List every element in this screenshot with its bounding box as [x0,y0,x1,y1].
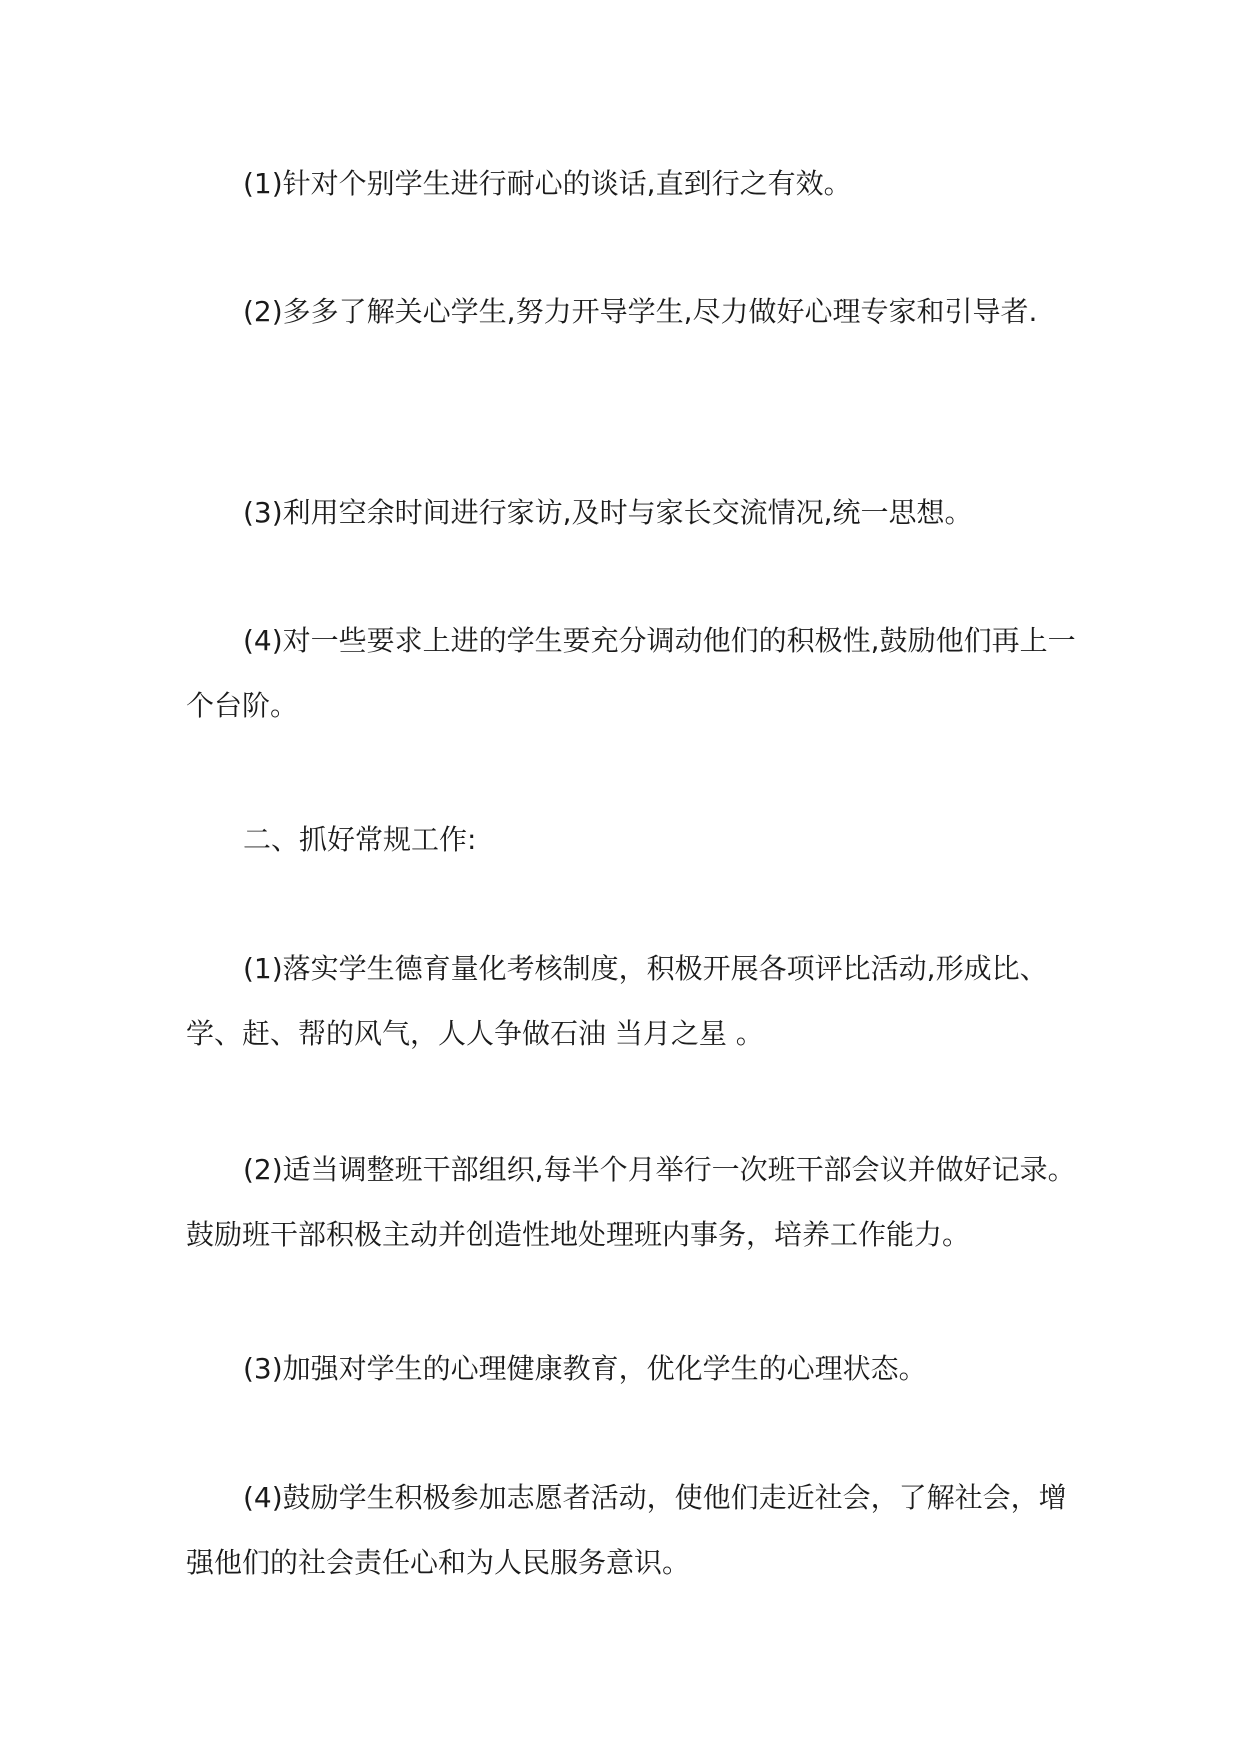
section-heading: 二、抓好常规工作: [243,823,477,856]
paragraph-9: (4)鼓励学生积极参加志愿者活动，使他们走近社会，了解社会，增强他们的社会责任心和为人民服务意识。 [186,1481,1067,1579]
paragraph-6: (1)落实学生德育量化考核制度，积极开展各项评比活动,形成比、学、赶、帮的风气，人人争做石油 当月之星 。 [186,952,1048,1050]
paragraph-8: (3)加强对学生的心理健康教育，优化学生的心理状态。 [243,1352,927,1385]
paragraph-2: (2)多多了解关心学生,努力开导学生,尽力做好心理专家和引导者. [243,295,1038,328]
paragraph-1: (1)针对个别学生进行耐心的谈话,直到行之有效。 [243,167,852,200]
paragraph-7: (2)适当调整班干部组织,每半个月举行一次班干部会议并做好记录。鼓励班干部积极主动并创造性地处理班内事务，培养工作能力。 [186,1153,1076,1251]
paragraph-4: (4)对一些要求上进的学生要充分调动他们的积极性,鼓励他们再上一个台阶。 [186,624,1076,722]
paragraph-3: (3)利用空余时间进行家访,及时与家长交流情况,统一思想。 [243,496,973,529]
